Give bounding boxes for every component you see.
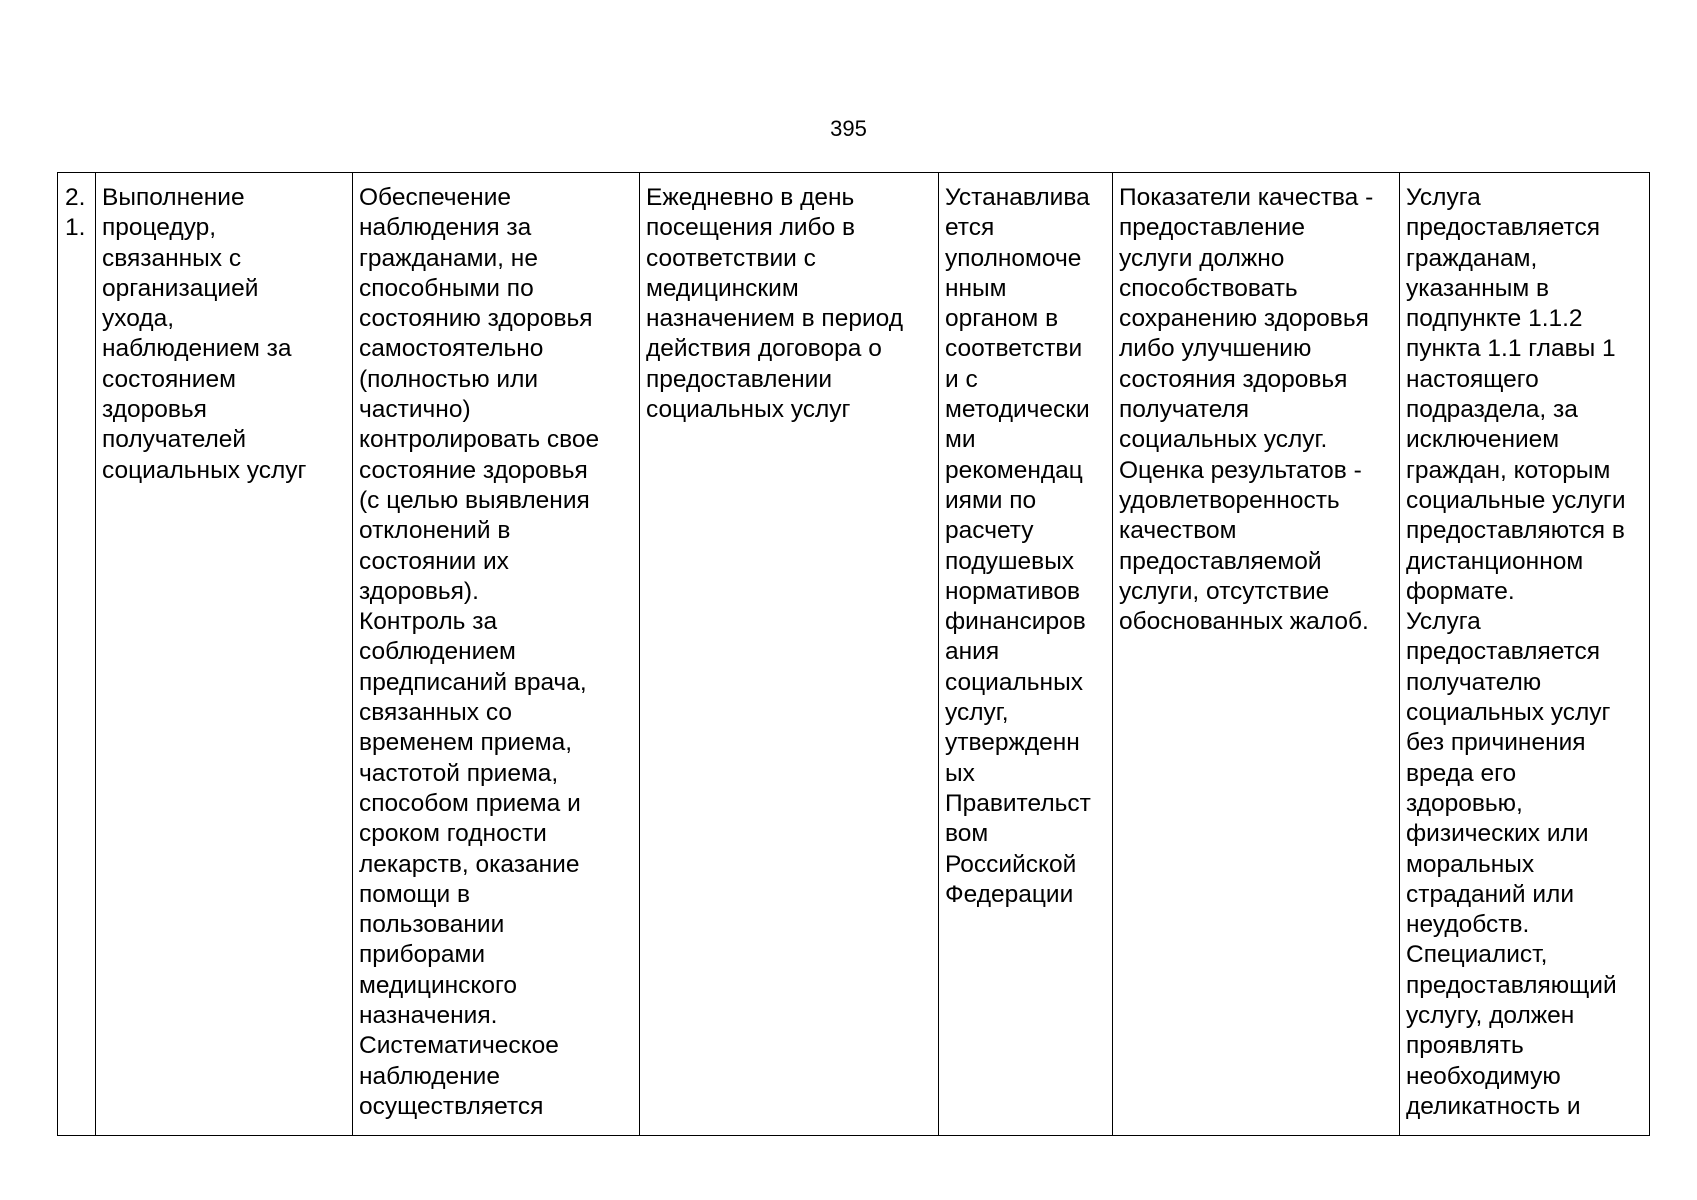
service-name: Выполнение процедур, связанных с организацией ухода, наблюдением за состоянием здоровья получателей социальных услуг [102, 184, 307, 484]
service-conditions: Услуга предоставляется гражданам, указанным в подпункте 1.1.2 пункта 1.1 главы 1 настоящего подраздела, за исключением граждан, которым социальные услуги предоставляются в дистанционном формате. Услуга предоставляется получателю социальных услуг без причинения вреда его здоровью, физических или моральных страданий или неудобств. Специалист, предоставляющий услугу, должен проявлять необходимую деликатность и [1406, 184, 1626, 1120]
service-tariff: Устанавлива ется уполномоче нным органом в соответстви и с методически ми рекомендац иями по расчету подушевых нормативов финансиров ания социальных услуг, утвержденн ых Правительст вом Российской Федерации [945, 184, 1091, 908]
cell-service-content [353, 173, 640, 1136]
cell-quality [1113, 173, 1400, 1136]
services-table [57, 172, 1650, 1136]
cell-conditions [1400, 173, 1650, 1136]
cell-number [58, 173, 96, 1136]
quality-indicators: Показатели качества - предоставление услуги должно способствовать сохранению здоровья либо улучшению состояния здоровья получателя социальных услуг. Оценка результатов - удовлетворенность качеством предоставляемой услуги, отсутствие обоснованных жалоб. [1119, 184, 1374, 636]
cell-service-name [96, 173, 353, 1136]
cell-schedule [640, 173, 939, 1136]
page-number: 395 [830, 116, 867, 141]
item-number: 2. 1. [65, 184, 86, 242]
table-row [58, 173, 1650, 1136]
service-schedule: Ежедневно в день посещения либо в соответствии с медицинским назначением в период действия договора о предоставлении социальных услуг [646, 184, 904, 424]
service-content: Обеспечение наблюдения за гражданами, не способными по состоянию здоровья самостоятельно (полностью или частично) контролировать свое состояние здоровья (с целью выявления отклонений в состоянии их здоровья). Контроль за соблюдением предписаний врача, связанных со временем приема, частотой приема, способом приема и сроком годности лекарств, оказание помощи в пользовании приборами медицинского назначения. Систематическое наблюдение осуществляется [359, 184, 600, 1120]
cell-tariff [939, 173, 1113, 1136]
